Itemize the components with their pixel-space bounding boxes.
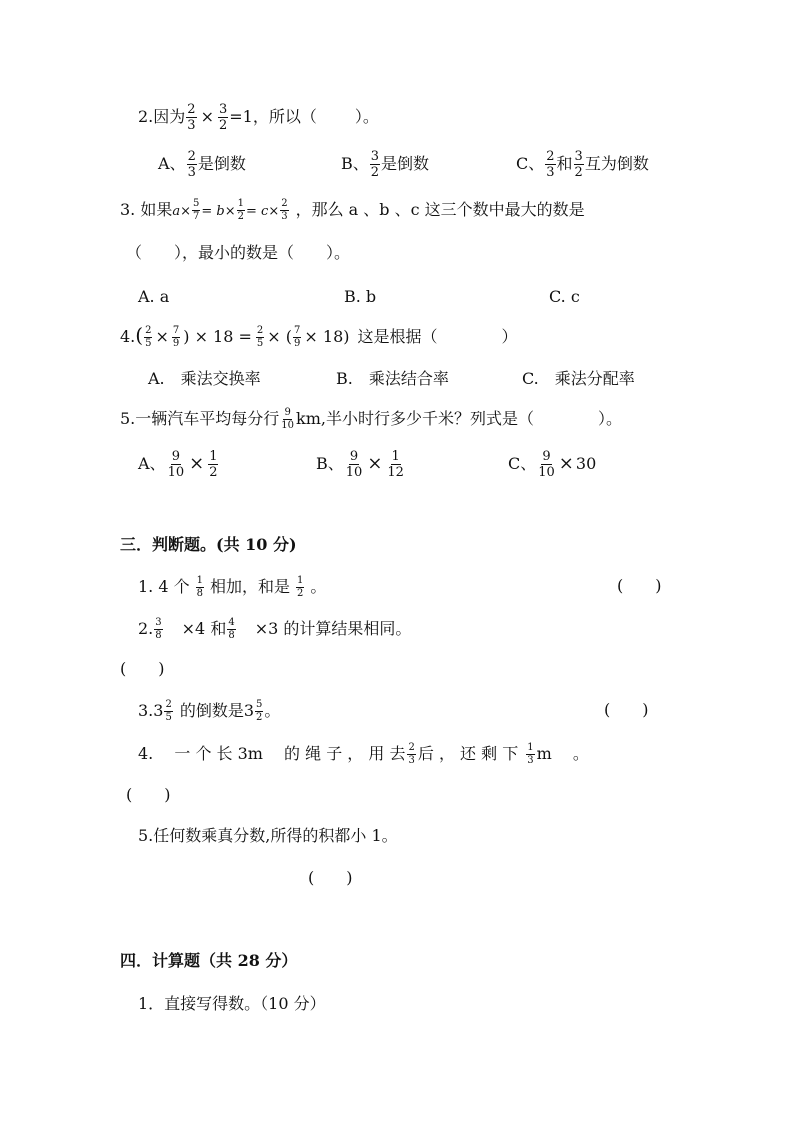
q2-lead: 2.因为: [138, 107, 186, 126]
q2-line: [138, 103, 379, 132]
judge-4-answer[interactable]: ( ): [126, 785, 171, 804]
q2-option-c[interactable]: C、 $\frac{2}{3}$ 和 $\frac{3}{2}$ 互为倒数: [516, 149, 649, 180]
q5-option-c[interactable]: C、 $\frac{9}{10}$ × 30: [508, 449, 597, 480]
q4-option-a[interactable]: A. 乘法交换率: [148, 369, 261, 388]
judge-2-answer[interactable]: ( ): [120, 659, 165, 678]
section-3-title: 三．判断题。(共 10 分): [120, 535, 297, 554]
times-sign: ×: [200, 107, 214, 126]
judge-1-answer[interactable]: ( ): [617, 576, 662, 595]
q3-line2: （ ），最小的数是（ ）。: [126, 243, 351, 262]
section-4-title: 四．计算题（共 28 分）: [120, 951, 298, 970]
judge-3-answer[interactable]: ( ): [604, 700, 649, 719]
fraction: $\frac{3}{2}$: [218, 102, 228, 133]
q5-line: 5.一辆汽车平均每分行 $\frac{9}{10}$ km,半小时行多少千米？列式是（ ）。: [120, 407, 622, 431]
q3-option-b[interactable]: B. b: [344, 287, 377, 306]
q2-tail: ）。: [354, 107, 379, 126]
q2-option-a[interactable]: A、 $\frac{2}{3}$ 是倒数: [158, 149, 246, 180]
q2-option-b[interactable]: B、 $\frac{3}{2}$ 是倒数: [341, 149, 430, 180]
calc-1-heading: 1．直接写得数。（10 分）: [138, 994, 326, 1013]
judge-4: 4. 一 个 长 3m 的 绳 子 ， 用 去 $\frac{2}{3}$ 后 ， 还 剩 下 $\frac{1}{3}$ m 。: [138, 742, 589, 766]
q3-option-c[interactable]: C. c: [549, 287, 580, 306]
q4-option-b[interactable]: B. 乘法结合率: [336, 369, 449, 388]
judge-5-answer[interactable]: ( ): [308, 868, 353, 887]
q4-line: 4.( $\frac{2}{5}$ × $\frac{7}{9}$ ) × 18 = $\frac{2}{5}$ × ( $\frac{7}{9}$ × 18) 这是根据（ ）: [120, 323, 518, 349]
fraction: $\frac{2}{3}$: [187, 102, 196, 133]
q2-eq: =1，所以（: [229, 107, 317, 126]
q5-option-a[interactable]: A、 $\frac{9}{10}$ × $\frac{1}{2}$: [138, 449, 218, 480]
judge-1: 1. 4 个 $\frac{1}{8}$ 相加，和是 $\frac{1}{2}$ 。: [138, 575, 327, 599]
q4-option-c[interactable]: C. 乘法分配率: [522, 369, 635, 388]
q3-option-a[interactable]: A. a: [138, 287, 170, 306]
judge-3: 3.3 $\frac{2}{5}$ 的倒数是3 $\frac{5}{2}$ 。: [138, 699, 281, 723]
judge-5: 5.任何数乘真分数,所得的积都小 1。: [138, 826, 398, 845]
q5-option-b[interactable]: B、 $\frac{9}{10}$ × $\frac{1}{12}$: [316, 449, 404, 480]
judge-2: 2. $\frac{3}{8}$ ×4 和 $\frac{4}{8}$ ×3 的计算结果相同。: [138, 617, 412, 641]
q3-line: 3. 如果a× $\frac{5}{7}$ = b× $\frac{1}{2}$ = c× $\frac{2}{3}$ ，那么 a 、b 、c 这三个数中最大的数是: [120, 198, 585, 222]
